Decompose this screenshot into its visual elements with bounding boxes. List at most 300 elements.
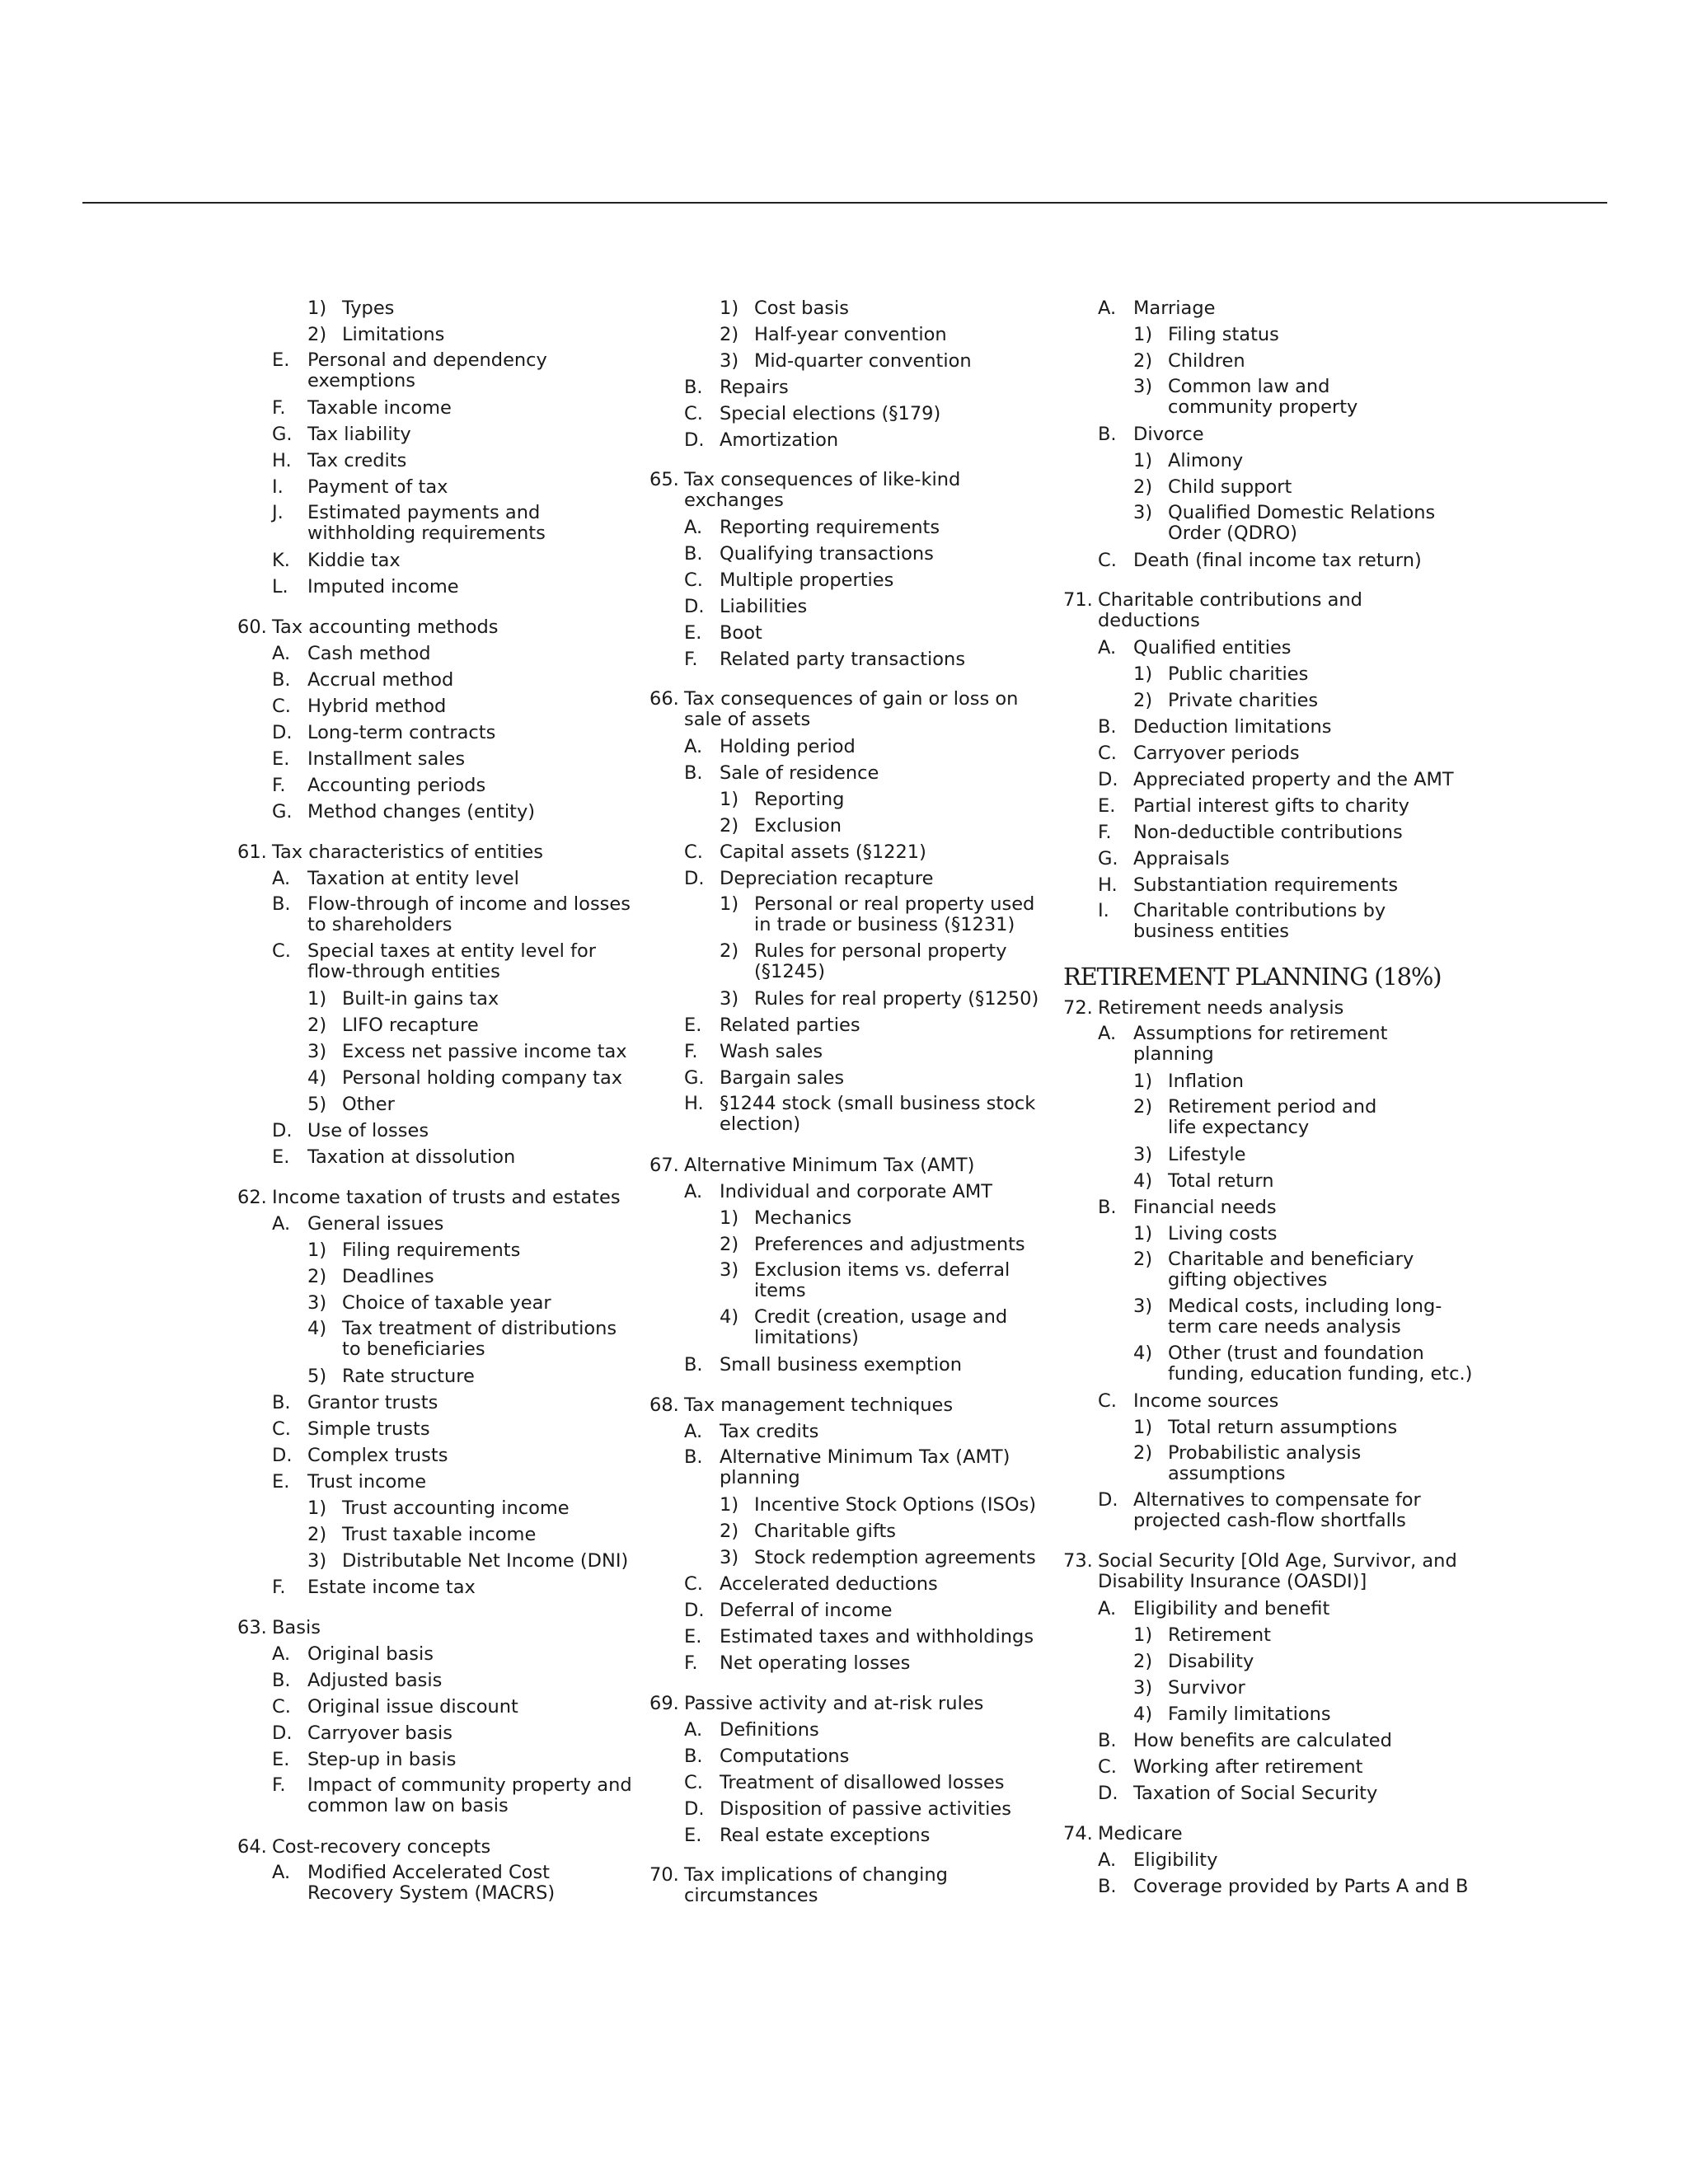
outline-item: [1063, 1094, 1475, 1141]
outline-item: [1063, 1780, 1475, 1807]
outline-text: Public charities: [1168, 663, 1309, 685]
outline-marker: 62.: [237, 1187, 267, 1208]
outline-item: [237, 667, 625, 693]
outline-text: Treatment of disallowed losses: [720, 1772, 1005, 1793]
outline-marker: E.: [272, 748, 290, 770]
outline-item: [1063, 1873, 1475, 1900]
outline-text: Stock redemption agreements: [754, 1547, 1036, 1568]
outline-text: Estate income tax: [307, 1577, 476, 1598]
outline-marker: 2): [720, 1521, 739, 1542]
outline-text: Reporting requirements: [720, 517, 940, 538]
outline-text: Tax consequences of gain or loss on: [684, 688, 1019, 710]
outline-item: [237, 693, 625, 719]
outline-marker: B.: [1098, 1197, 1117, 1218]
outline-text: Social Security [Old Age, Survivor, and: [1098, 1550, 1457, 1572]
outline-marker: A.: [272, 1862, 291, 1883]
outline-marker: 70.: [649, 1864, 679, 1886]
outline-text: Types: [342, 298, 395, 319]
outline-item: [649, 1065, 1045, 1091]
outline-text: Carryover basis: [307, 1722, 453, 1744]
outline-marker: 4): [1133, 1704, 1153, 1725]
outline-item: [1063, 1068, 1475, 1094]
outline-item: [1063, 1247, 1475, 1294]
outline-item: [649, 1624, 1045, 1650]
outline-text: Alternatives to compensate for: [1133, 1489, 1421, 1511]
outline-item: [1063, 1414, 1475, 1441]
outline-item: [649, 1518, 1045, 1544]
outline-text: Qualifying transactions: [720, 543, 934, 565]
outline-text: Passive activity and at-risk rules: [684, 1693, 984, 1714]
outline-text: to shareholders: [307, 914, 452, 935]
outline-item: [649, 1305, 1045, 1352]
outline-marker: 69.: [649, 1693, 679, 1714]
outline-marker: B.: [684, 1446, 703, 1468]
outline-text: Tax accounting methods: [272, 616, 499, 638]
outline-marker: I.: [272, 476, 284, 498]
outline-text: Total return assumptions: [1168, 1417, 1398, 1438]
outline-item: [237, 321, 625, 348]
outline-item: [1063, 1727, 1475, 1754]
outline-text: Definitions: [720, 1719, 819, 1741]
outline-topic: [237, 1615, 625, 1641]
outline-text: Multiple properties: [720, 569, 894, 591]
outline-text: Exclusion items vs. deferral: [754, 1259, 1010, 1281]
outline-item: [1063, 1221, 1475, 1247]
outline-marker: G.: [272, 424, 293, 445]
outline-marker: F.: [684, 649, 698, 670]
outline-text: Substantiation requirements: [1133, 874, 1399, 896]
outline-item: [649, 786, 1045, 813]
outline-item: [1063, 1596, 1475, 1622]
outline-marker: 63.: [237, 1617, 267, 1638]
outline-item: [1063, 1294, 1475, 1341]
outline-marker: 71.: [1063, 589, 1093, 611]
outline-item: [649, 1352, 1045, 1378]
outline-marker: 2): [1133, 690, 1153, 711]
outline-item: [237, 1667, 625, 1694]
outline-text: Related party transactions: [720, 649, 966, 670]
outline-marker: I.: [1098, 900, 1109, 921]
outline-marker: 1): [1133, 663, 1153, 685]
outline-text: Total return: [1168, 1170, 1274, 1192]
outline-item: [649, 813, 1045, 839]
outline-marker: 4): [720, 1306, 739, 1328]
outline-item: [1063, 687, 1475, 714]
outline-item: [649, 427, 1045, 453]
outline-marker: K.: [272, 550, 290, 571]
outline-text: Imputed income: [307, 576, 459, 598]
outline-text: assumptions: [1168, 1463, 1286, 1484]
outline-text: Tax characteristics of entities: [272, 841, 543, 863]
outline-item: [649, 760, 1045, 786]
outline-text: Coverage provided by Parts A and B: [1133, 1876, 1469, 1897]
outline-item: [649, 1038, 1045, 1065]
outline-marker: A.: [684, 1719, 703, 1741]
outline-item: [1063, 1701, 1475, 1727]
outline-column-2: [649, 295, 1045, 1910]
outline-text: Adjusted basis: [307, 1670, 443, 1691]
outline-item: [237, 640, 625, 667]
outline-text: Computations: [720, 1746, 850, 1767]
outline-text: Tax liability: [307, 424, 411, 445]
outline-marker: B.: [272, 669, 291, 691]
outline-marker: D.: [684, 1798, 705, 1820]
outline-marker: 2): [1133, 476, 1153, 498]
outline-text: Probabilistic analysis: [1168, 1442, 1362, 1464]
outline-text: community property: [1168, 396, 1358, 418]
outline-text: Working after retirement: [1133, 1756, 1363, 1778]
outline-marker: C.: [272, 940, 291, 962]
outline-marker: 64.: [237, 1836, 267, 1858]
outline-text: business entities: [1133, 921, 1290, 942]
outline-text: Accelerated deductions: [720, 1573, 938, 1595]
outline-text: Liabilities: [720, 596, 808, 617]
outline-marker: C.: [684, 569, 703, 591]
outline-item: [1063, 846, 1475, 872]
outline-text: election): [720, 1113, 801, 1135]
outline-item: [237, 421, 625, 448]
outline-marker: 3): [720, 350, 739, 372]
outline-marker: 5): [307, 1366, 327, 1387]
outline-item: [237, 1390, 625, 1416]
outline-item: [237, 746, 625, 772]
outline-item: [649, 1717, 1045, 1743]
outline-text: Rules for personal property: [754, 940, 1007, 962]
outline-text: Tax treatment of distributions: [342, 1318, 617, 1339]
outline-topic: [649, 1392, 1045, 1418]
outline-item: [649, 839, 1045, 865]
outline-item: [237, 1290, 625, 1316]
outline-text: Filing status: [1168, 324, 1279, 345]
outline-marker: 3): [720, 988, 739, 1010]
outline-item: [237, 1442, 625, 1469]
outline-text: gifting objectives: [1168, 1269, 1328, 1291]
outline-text: (§1245): [754, 961, 826, 982]
outline-topic: [1063, 1549, 1475, 1596]
outline-item: [649, 401, 1045, 427]
outline-text: Flow-through of income and losses: [307, 893, 631, 915]
outline-topic: [649, 1152, 1045, 1179]
outline-item: [237, 574, 625, 600]
outline-marker: B.: [272, 1670, 291, 1691]
outline-marker: B.: [684, 1354, 703, 1376]
outline-marker: 2): [307, 1015, 327, 1036]
outline-item: [1063, 635, 1475, 661]
outline-marker: 4): [307, 1067, 327, 1089]
outline-marker: 68.: [649, 1394, 679, 1416]
outline-marker: F.: [272, 1577, 286, 1598]
outline-text: Order (QDRO): [1168, 523, 1298, 544]
outline-marker: B.: [1098, 1730, 1117, 1751]
outline-item: [237, 1860, 625, 1907]
outline-text: common law on basis: [307, 1795, 509, 1816]
outline-text: Medicare: [1098, 1823, 1183, 1844]
outline-text: Personal holding company tax: [342, 1067, 623, 1089]
outline-marker: A.: [1098, 1598, 1117, 1619]
outline-item: [237, 500, 625, 547]
outline-marker: D.: [684, 429, 705, 451]
outline-text: Eligibility and benefit: [1133, 1598, 1330, 1619]
outline-marker: J.: [272, 502, 284, 523]
outline-marker: B.: [684, 543, 703, 565]
outline-item: [237, 1720, 625, 1746]
outline-text: Choice of taxable year: [342, 1292, 551, 1314]
outline-marker: 72.: [1063, 997, 1093, 1019]
outline-marker: 1): [720, 1207, 739, 1229]
outline-text: Capital assets (§1221): [720, 841, 926, 863]
outline-topic: [649, 1690, 1045, 1717]
outline-text: Installment sales: [307, 748, 466, 770]
outline-text: Modified Accelerated Cost: [307, 1862, 550, 1883]
outline-item: [649, 295, 1045, 321]
outline-text: Sale of residence: [720, 762, 879, 784]
outline-text: Boot: [720, 622, 762, 644]
outline-item: [1063, 1441, 1475, 1488]
outline-marker: 2): [307, 1524, 327, 1545]
outline-text: sale of assets: [684, 709, 811, 730]
outline-item: [1063, 321, 1475, 348]
outline-text: Incentive Stock Options (ISOs): [754, 1494, 1037, 1516]
outline-marker: E.: [272, 1146, 290, 1168]
outline-item: [237, 1641, 625, 1667]
outline-text: Inflation: [1168, 1071, 1244, 1092]
outline-text: Simple trusts: [307, 1418, 430, 1440]
outline-marker: 2): [720, 324, 739, 345]
outline-item: [237, 1091, 625, 1118]
outline-marker: 1): [307, 1497, 327, 1519]
outline-marker: 73.: [1063, 1550, 1093, 1572]
outline-text: Retirement needs analysis: [1098, 997, 1344, 1019]
outline-item: [237, 1574, 625, 1601]
outline-item: [237, 865, 625, 892]
outline-text: Alimony: [1168, 450, 1244, 471]
outline-item: [649, 892, 1045, 939]
outline-marker: 1): [1133, 1624, 1153, 1646]
outline-text: Charitable contributions by: [1133, 900, 1386, 921]
outline-text: Other (trust and foundation: [1168, 1343, 1424, 1364]
outline-item: [237, 892, 631, 939]
outline-item: [1063, 1648, 1475, 1675]
outline-text: Deduction limitations: [1133, 716, 1332, 738]
outline-item: [237, 1211, 625, 1237]
outline-item: [649, 1231, 1045, 1258]
outline-text: Accounting periods: [307, 775, 486, 796]
outline-text: Excess net passive income tax: [342, 1041, 627, 1062]
outline-text: General issues: [307, 1213, 444, 1235]
outline-text: Complex trusts: [307, 1445, 448, 1466]
outline-text: Basis: [272, 1617, 321, 1638]
outline-text: Taxation at dissolution: [307, 1146, 516, 1168]
outline-item: [649, 593, 1045, 620]
outline-marker: C.: [1098, 1390, 1117, 1412]
outline-text: limitations): [754, 1327, 859, 1348]
outline-text: Charitable contributions and: [1098, 589, 1362, 611]
outline-marker: 4): [1133, 1170, 1153, 1192]
outline-item: [1063, 766, 1475, 793]
outline-text: LIFO recapture: [342, 1015, 479, 1036]
outline-item: [237, 986, 625, 1012]
outline-item: [1063, 547, 1475, 574]
outline-marker: 1): [307, 298, 327, 319]
outline-text: Limitations: [342, 324, 445, 345]
outline-marker: 2): [720, 815, 739, 837]
outline-text: Payment of tax: [307, 476, 448, 498]
outline-topic: [1063, 995, 1475, 1021]
outline-topic: [237, 839, 625, 865]
outline-text: Alternative Minimum Tax (AMT): [684, 1155, 975, 1176]
outline-text: Special taxes at entity level for: [307, 940, 596, 962]
outline-topic: [649, 687, 1045, 733]
outline-marker: A.: [684, 1181, 703, 1202]
outline-marker: E.: [684, 1626, 702, 1647]
outline-item: [237, 395, 625, 421]
outline-text: Trust income: [307, 1471, 427, 1493]
outline-item: [237, 1316, 625, 1363]
outline-item: [649, 321, 1045, 348]
outline-text: Disability: [1168, 1651, 1254, 1672]
outline-marker: B.: [684, 1746, 703, 1767]
outline-item: [237, 799, 625, 825]
outline-text: Built-in gains tax: [342, 988, 499, 1010]
outline-text: Cost-recovery concepts: [272, 1836, 491, 1858]
outline-item: [237, 448, 625, 474]
outline-item: [1063, 1168, 1475, 1194]
outline-item: [1063, 714, 1475, 740]
outline-marker: A.: [272, 1643, 291, 1665]
outline-item: [649, 567, 1045, 593]
outline-marker: 5): [307, 1094, 327, 1115]
outline-text: Half-year convention: [754, 324, 947, 345]
outline-marker: F.: [684, 1041, 698, 1062]
outline-text: Credit (creation, usage and: [754, 1306, 1008, 1328]
outline-marker: 1): [720, 1494, 739, 1516]
outline-text: life expectancy: [1168, 1117, 1310, 1138]
outline-text: Deferral of income: [720, 1600, 893, 1621]
outline-marker: A.: [1098, 637, 1117, 658]
outline-text: Lifestyle: [1168, 1144, 1246, 1165]
outline-text: items: [754, 1280, 806, 1301]
outline-item: [1063, 1622, 1475, 1648]
outline-text: Child support: [1168, 476, 1292, 498]
outline-marker: E.: [684, 1015, 702, 1036]
outline-marker: 74.: [1063, 1823, 1093, 1844]
outline-marker: 3): [720, 1547, 739, 1568]
outline-marker: 1): [720, 789, 739, 810]
outline-text: Common law and: [1168, 376, 1330, 397]
outline-item: [237, 1118, 625, 1144]
outline-marker: 1): [307, 1240, 327, 1261]
outline-item: [1063, 448, 1475, 474]
outline-text: Appreciated property and the AMT: [1133, 769, 1454, 790]
outline-text: Cash method: [307, 643, 431, 664]
outline-text: Tax credits: [307, 450, 407, 471]
outline-text: Taxation at entity level: [307, 868, 519, 889]
outline-text: Retirement period and: [1168, 1096, 1377, 1118]
outline-text: Accrual method: [307, 669, 454, 691]
outline-column-3: [1063, 295, 1475, 1900]
outline-item: [1063, 1488, 1475, 1535]
outline-item: [649, 865, 1045, 892]
outline-marker: G.: [684, 1067, 705, 1089]
outline-marker: C.: [272, 696, 291, 717]
outline-item: [1063, 661, 1475, 687]
outline-item: [237, 1263, 625, 1290]
outline-text: to beneficiaries: [342, 1338, 485, 1360]
outline-marker: D.: [1098, 1489, 1118, 1511]
outline-text: Qualified entities: [1133, 637, 1292, 658]
outline-marker: 3): [720, 1259, 739, 1281]
outline-item: [237, 1012, 625, 1038]
outline-item: [1063, 1675, 1475, 1701]
outline-text: Carryover periods: [1133, 743, 1300, 764]
outline-marker: L.: [272, 576, 288, 598]
outline-item: [1063, 1388, 1475, 1414]
outline-text: How benefits are calculated: [1133, 1730, 1392, 1751]
outline-text: Small business exemption: [720, 1354, 963, 1376]
outline-marker: C.: [1098, 743, 1117, 764]
outline-marker: 1): [720, 893, 739, 915]
outline-marker: 3): [1133, 502, 1153, 523]
outline-item: [649, 1012, 1045, 1038]
outline-text: circumstances: [684, 1885, 818, 1906]
outline-marker: B.: [684, 377, 703, 398]
outline-marker: C.: [684, 1573, 703, 1595]
outline-text: Estimated payments and: [307, 502, 541, 523]
header-rule: [82, 202, 1607, 204]
outline-text: Disposition of passive activities: [720, 1798, 1011, 1820]
outline-item: [237, 939, 625, 986]
outline-marker: 3): [1133, 1296, 1153, 1317]
outline-item: [1063, 740, 1475, 766]
outline-marker: C.: [272, 1696, 291, 1718]
outline-marker: H.: [684, 1093, 704, 1114]
outline-item: [237, 772, 625, 799]
outline-item: [237, 1416, 625, 1442]
outline-marker: 4): [1133, 1343, 1153, 1364]
outline-marker: A.: [684, 517, 703, 538]
outline-marker: C.: [684, 841, 703, 863]
outline-text: Original basis: [307, 1643, 434, 1665]
outline-marker: D.: [272, 722, 293, 743]
outline-marker: 60.: [237, 616, 267, 638]
outline-marker: C.: [684, 1772, 703, 1793]
outline-marker: H.: [1098, 874, 1118, 896]
outline-item: [237, 1694, 625, 1720]
outline-item: [1063, 1847, 1475, 1873]
outline-text: funding, education funding, etc.): [1168, 1363, 1473, 1385]
outline-item: [649, 1743, 1045, 1769]
outline-text: Mechanics: [754, 1207, 852, 1229]
outline-text: exchanges: [684, 490, 784, 511]
outline-item: [1063, 793, 1475, 819]
outline-marker: B.: [1098, 716, 1117, 738]
outline-item: [237, 1773, 632, 1820]
outline-marker: D.: [684, 868, 705, 889]
outline-text: Children: [1168, 350, 1245, 372]
outline-marker: G.: [272, 801, 293, 823]
outline-text: Bargain sales: [720, 1067, 845, 1089]
outline-text: Individual and corporate AMT: [720, 1181, 993, 1202]
outline-marker: D.: [272, 1120, 293, 1141]
outline-item: [237, 1469, 625, 1495]
outline-marker: A.: [272, 868, 291, 889]
outline-item: [649, 1418, 1045, 1445]
outline-text: Personal or real property used: [754, 893, 1035, 915]
outline-marker: 3): [1133, 1144, 1153, 1165]
outline-marker: E.: [1098, 795, 1116, 817]
outline-marker: A.: [1098, 298, 1117, 319]
outline-item: [1063, 374, 1475, 421]
